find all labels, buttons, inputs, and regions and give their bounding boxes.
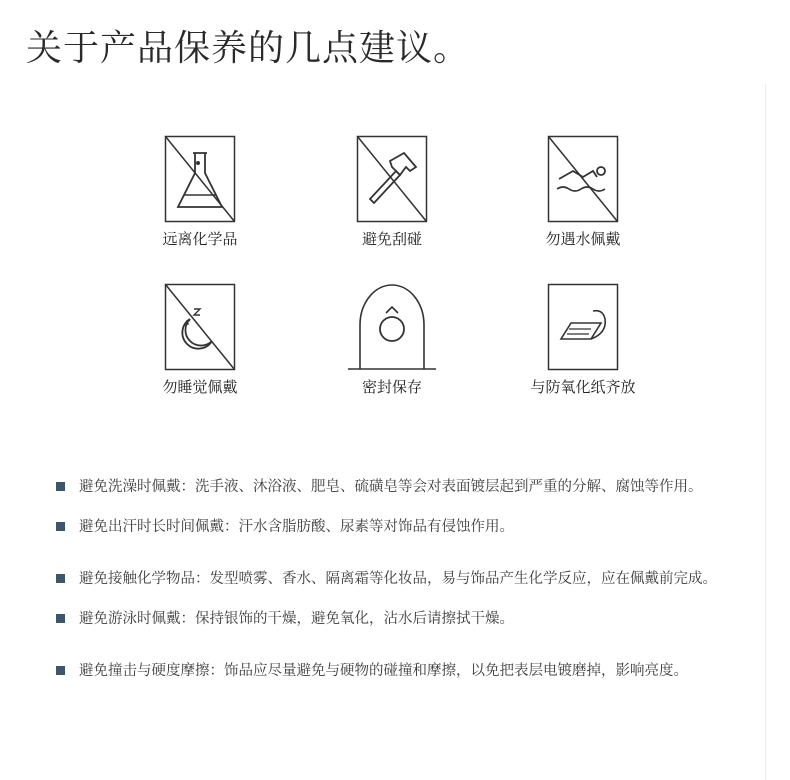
note-text: 避免撞击与硬度摩擦：饰品应尽量避免与硬物的碰撞和摩擦，以免把表层电镀磨掉，影响亮度。: [79, 663, 688, 679]
note-text: 避免游泳时佩戴：保持银饰的干燥，避免氧化，沾水后请擦拭干燥。: [79, 611, 514, 627]
list-item: [52, 476, 732, 498]
list-item: [52, 660, 732, 682]
bullet-square-icon: [56, 614, 65, 623]
note-text: 避免接触化学物品：发型喷雾、香水、隔离霜等化妆品，易与饰品产生化学反应，应在佩戴前完成。: [79, 571, 717, 587]
bullet-square-icon: [56, 482, 65, 491]
anti-oxidation-paper-icon: [547, 283, 619, 371]
care-item-sealed: [302, 283, 482, 397]
list-item: [52, 568, 732, 590]
bullet-square-icon: [56, 574, 65, 583]
right-divider: [765, 84, 766, 780]
care-item-sleep: [110, 283, 290, 397]
no-swimming-icon: [547, 135, 619, 223]
note-text: 避免洗澡时佩戴：洗手液、沐浴液、肥皂、硫磺皂等会对表面镀层起到严重的分解、腐蚀等作用。: [79, 479, 703, 495]
icon-label: 勿遇水佩戴: [545, 230, 621, 248]
sealed-ring-icon: [346, 283, 438, 371]
icon-label: 远离化学品: [162, 230, 238, 248]
icon-label: 密封保存: [361, 378, 422, 396]
icon-label: 避免刮碰: [361, 230, 422, 248]
no-chemical-flask-icon: [164, 135, 236, 223]
care-item-water: [493, 135, 673, 249]
care-item-paper: [493, 283, 673, 397]
no-hammer-icon: [356, 135, 428, 223]
bullet-square-icon: [56, 522, 65, 531]
icon-label: 与防氧化纸齐放: [530, 378, 636, 396]
icon-label: 勿睡觉佩戴: [162, 378, 238, 396]
care-notes-list: [52, 474, 732, 682]
no-sleeping-moon-icon: [164, 283, 236, 371]
list-item: [52, 608, 732, 630]
note-text: 避免出汗时长时间佩戴：汗水含脂肪酸、尿素等对饰品有侵蚀作用。: [79, 519, 514, 535]
bullet-square-icon: [56, 666, 65, 675]
care-item-chemicals: [110, 135, 290, 249]
care-item-scratch: [302, 135, 482, 249]
page-title: 关于产品保养的几点建议。: [26, 28, 471, 69]
list-item: [52, 516, 732, 538]
